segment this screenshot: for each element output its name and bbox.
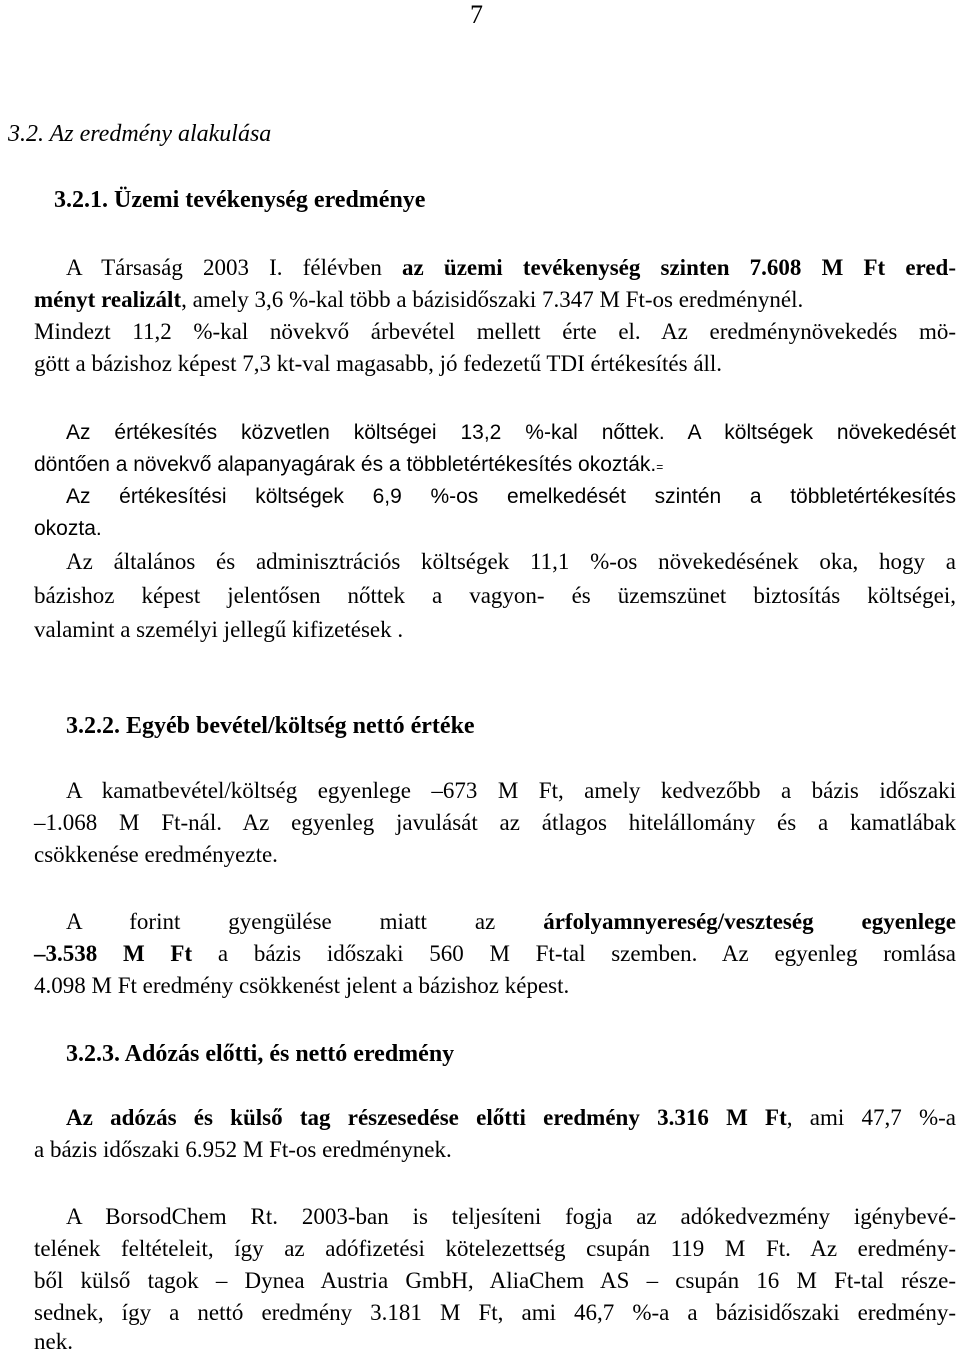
text-line: sednek, így a nettó eredmény 3.181 M Ft, ami 46,7 %-a a bázisidőszaki eredmény- <box>34 1300 956 1325</box>
revision-mark: = <box>656 460 664 474</box>
text-line <box>34 449 956 483</box>
text-line <box>66 1102 956 1134</box>
text-line: nek. <box>34 1329 73 1354</box>
text-run: A Társaság 2003 I. félévben <box>66 255 403 280</box>
section-title: Az eredmény alakulása <box>49 121 272 147</box>
text-line <box>34 284 956 316</box>
text-line: csökkenése eredményezte. <box>34 842 278 867</box>
text-line <box>66 906 956 938</box>
text-line: a bázis időszaki 6.952 M Ft-os eredménynek. <box>34 1137 452 1162</box>
text-line: okozta. <box>34 517 102 540</box>
text-line: Mindezt 11,2 %-kal növekvő árbevétel mellett érte el. Az eredménynövekedés mö- <box>34 319 956 344</box>
page-number: 7 <box>470 0 483 29</box>
text-run: A forint gyengülése miatt az <box>66 909 544 934</box>
text-line: valamint a személyi jellegű kifizetések . <box>34 617 404 642</box>
section-number: 3.2. <box>8 121 44 147</box>
text-line: Az értékesítés közvetlen költségei 13,2 %-kal nőttek. A költségek növekedését <box>66 421 956 444</box>
section-3-2-3-heading: 3.2.3. Adózás előtti, és nettó eredmény <box>66 1041 455 1067</box>
section-3-2-1-heading: 3.2.1. Üzemi tevékenység eredménye <box>54 187 426 213</box>
text-run: a bázis időszaki 560 M Ft-tal szemben. Az egyenleg romlása <box>192 941 957 966</box>
text-line: Az általános és adminisztrációs költségek 11,1 %-os növekedésének oka, hogy a <box>66 549 956 574</box>
text-line: gött a bázishoz képest 7,3 kt-val magasabb, jó fedezetű TDI értékesítés áll. <box>34 351 723 376</box>
text-line: A BorsodChem Rt. 2003-ban is teljesíteni fogja az adókedvezmény igénybevé- <box>66 1204 956 1229</box>
bold-run: Az adózás és külső tag részesedése előtti eredmény 3.316 M Ft <box>66 1105 787 1130</box>
text-run: döntően a növekvő alapanyagárak és a többletértékesítés okozták. <box>34 453 657 476</box>
text-line: A kamatbevétel/költség egyenlege –673 M Ft, amely kedvezőbb a bázis időszaki <box>66 778 956 803</box>
bold-run: az üzemi tevékenység szinten 7.608 M Ft ered- <box>402 255 956 280</box>
text-line: telének feltételeit, így az adófizetési kötelezettség csupán 119 M Ft. Az eredmény- <box>34 1236 956 1261</box>
text-line: bázishoz képest jelentősen nőttek a vagyon- és üzemszünet biztosítás költségei, <box>34 583 956 608</box>
text-line: –1.068 M Ft-nál. Az egyenleg javulását az átlagos hitelállomány és a kamatlábak <box>34 810 956 835</box>
text-run: , ami 47,7 %-a <box>786 1105 957 1130</box>
bold-run: –3.538 M Ft <box>34 941 193 966</box>
text-line <box>66 252 956 284</box>
text-line: ből külső tagok – Dynea Austria GmbH, AliaChem AS – csupán 16 M Ft-tal része- <box>34 1268 956 1293</box>
text-run: , amely 3,6 %-kal több a bázisidőszaki 7.347 M Ft-os eredménynél. <box>181 287 804 312</box>
bold-run: árfolyamnyereség/veszteség egyenlege <box>543 909 957 934</box>
text-line <box>34 938 956 970</box>
text-line: Az értékesítési költségek 6,9 %-os emelkedését szintén a többletértékesítés <box>66 485 956 508</box>
section-3-2-heading <box>8 118 271 150</box>
section-3-2-2-heading: 3.2.2. Egyéb bevétel/költség nettó értéke <box>66 713 475 739</box>
bold-run: ményt realizált <box>34 287 182 312</box>
text-line: 4.098 M Ft eredmény csökkenést jelent a bázishoz képest. <box>34 973 570 998</box>
